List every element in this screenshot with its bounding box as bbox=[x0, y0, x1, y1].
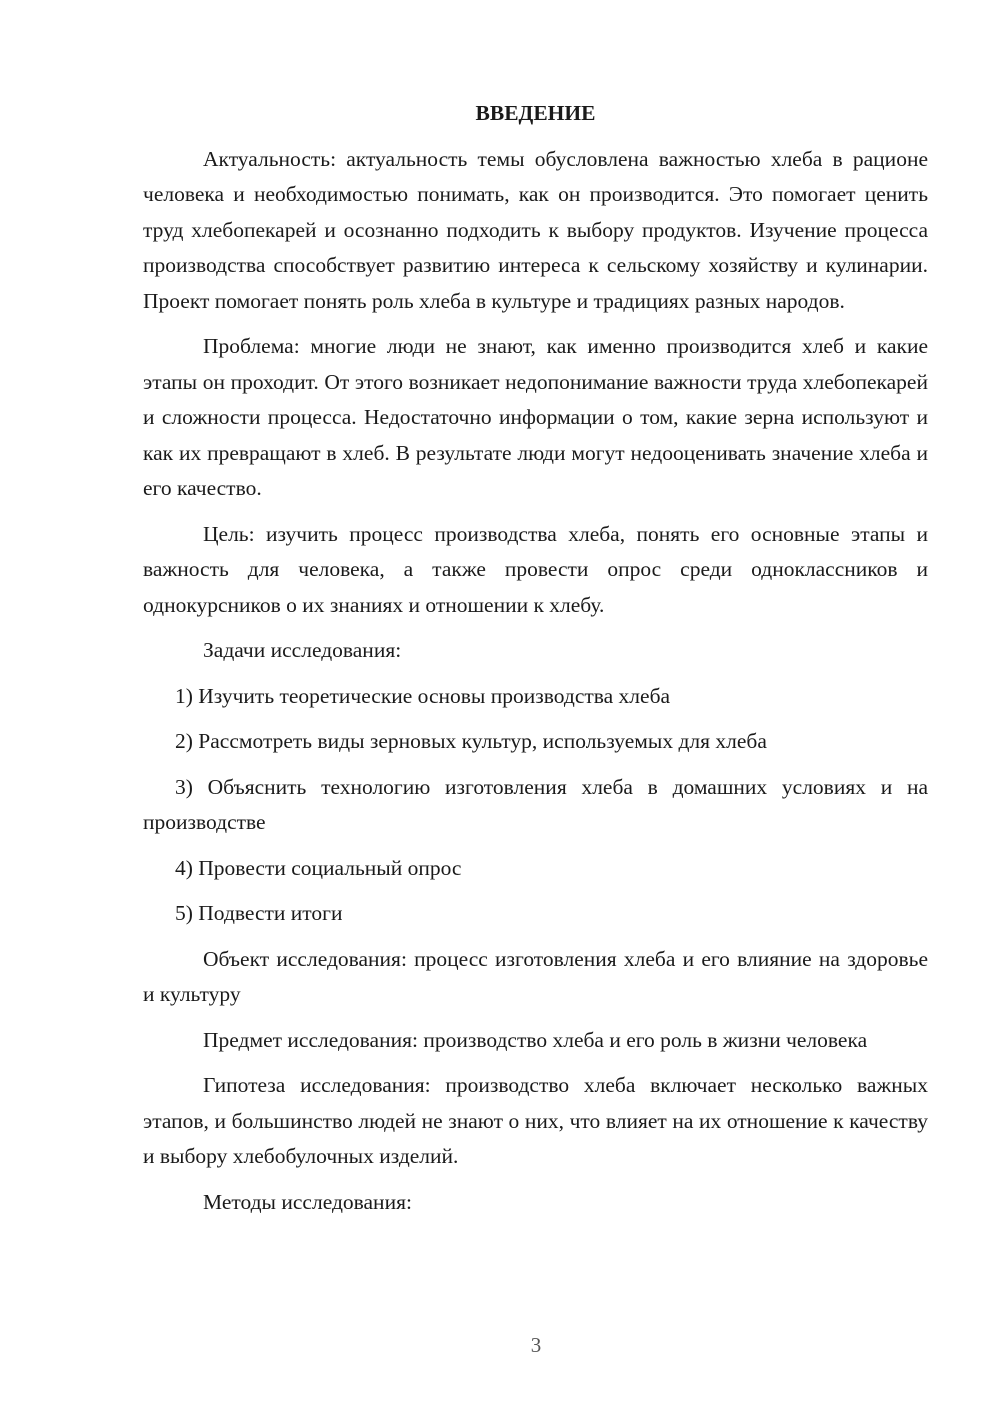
task-item-1: 1) Изучить теоретические основы производства хлеба bbox=[175, 683, 671, 708]
page-number: 3 bbox=[530, 1333, 542, 1357]
page-title: ВВЕДЕНИЕ bbox=[475, 101, 596, 125]
object-paragraph: Объект исследования: процесс изготовления хлеба и его влияние на здоровье и культуру bbox=[143, 946, 928, 1006]
task-item-2: 2) Рассмотреть виды зерновых культур, используемых для хлеба bbox=[175, 729, 767, 753]
methods-heading: Методы исследования: bbox=[203, 1189, 412, 1214]
page-content bbox=[143, 96, 928, 1230]
relevance-paragraph: Актуальность: актуальность темы обусловлена важностью хлеба в рационе человека и необходимостью понимать, как он производится. Это помогает ценить труд хлебопекарей и осознанно подходить к выбору продуктов. Изучение процесса производства способствует развитию интереса к сельскому хозяйству и кулинарии. Проект помогает понять роль хлеба в культуре и традициях разных народов. bbox=[143, 146, 928, 313]
problem-paragraph: Проблема: многие люди не знают, как именно производится хлеб и какие этапы он проходит. От этого возникает недопонимание важности труда хлебопекарей и сложности процесса. Недостаточно информации о том, какие зерна используют и как их превращают в хлеб. В результате люди могут недооценивать значение хлеба и его качество. bbox=[143, 334, 928, 500]
task-item-4: 4) Провести социальный опрос bbox=[175, 855, 462, 880]
tasks-heading: Задачи исследования: bbox=[203, 638, 402, 662]
hypothesis-paragraph: Гипотеза исследования: производство хлеба включает несколько важных этапов, и большинство людей не знают о них, что влияет на их отношение к качеству и выбору хлебобулочных изделий. bbox=[143, 1073, 928, 1168]
task-item-5: 5) Подвести итоги bbox=[175, 901, 343, 925]
task-item-3: 3) Объяснить технологию изготовления хлеба в домашних условиях и на производстве bbox=[143, 774, 928, 834]
subject-paragraph: Предмет исследования: производство хлеба и его роль в жизни человека bbox=[203, 1027, 868, 1052]
goal-paragraph: Цель: изучить процесс производства хлеба, понять его основные этапы и важность для человека, а также провести опрос среди одноклассников и однокурсников о их знаниях и отношении к хлебу. bbox=[143, 521, 928, 617]
